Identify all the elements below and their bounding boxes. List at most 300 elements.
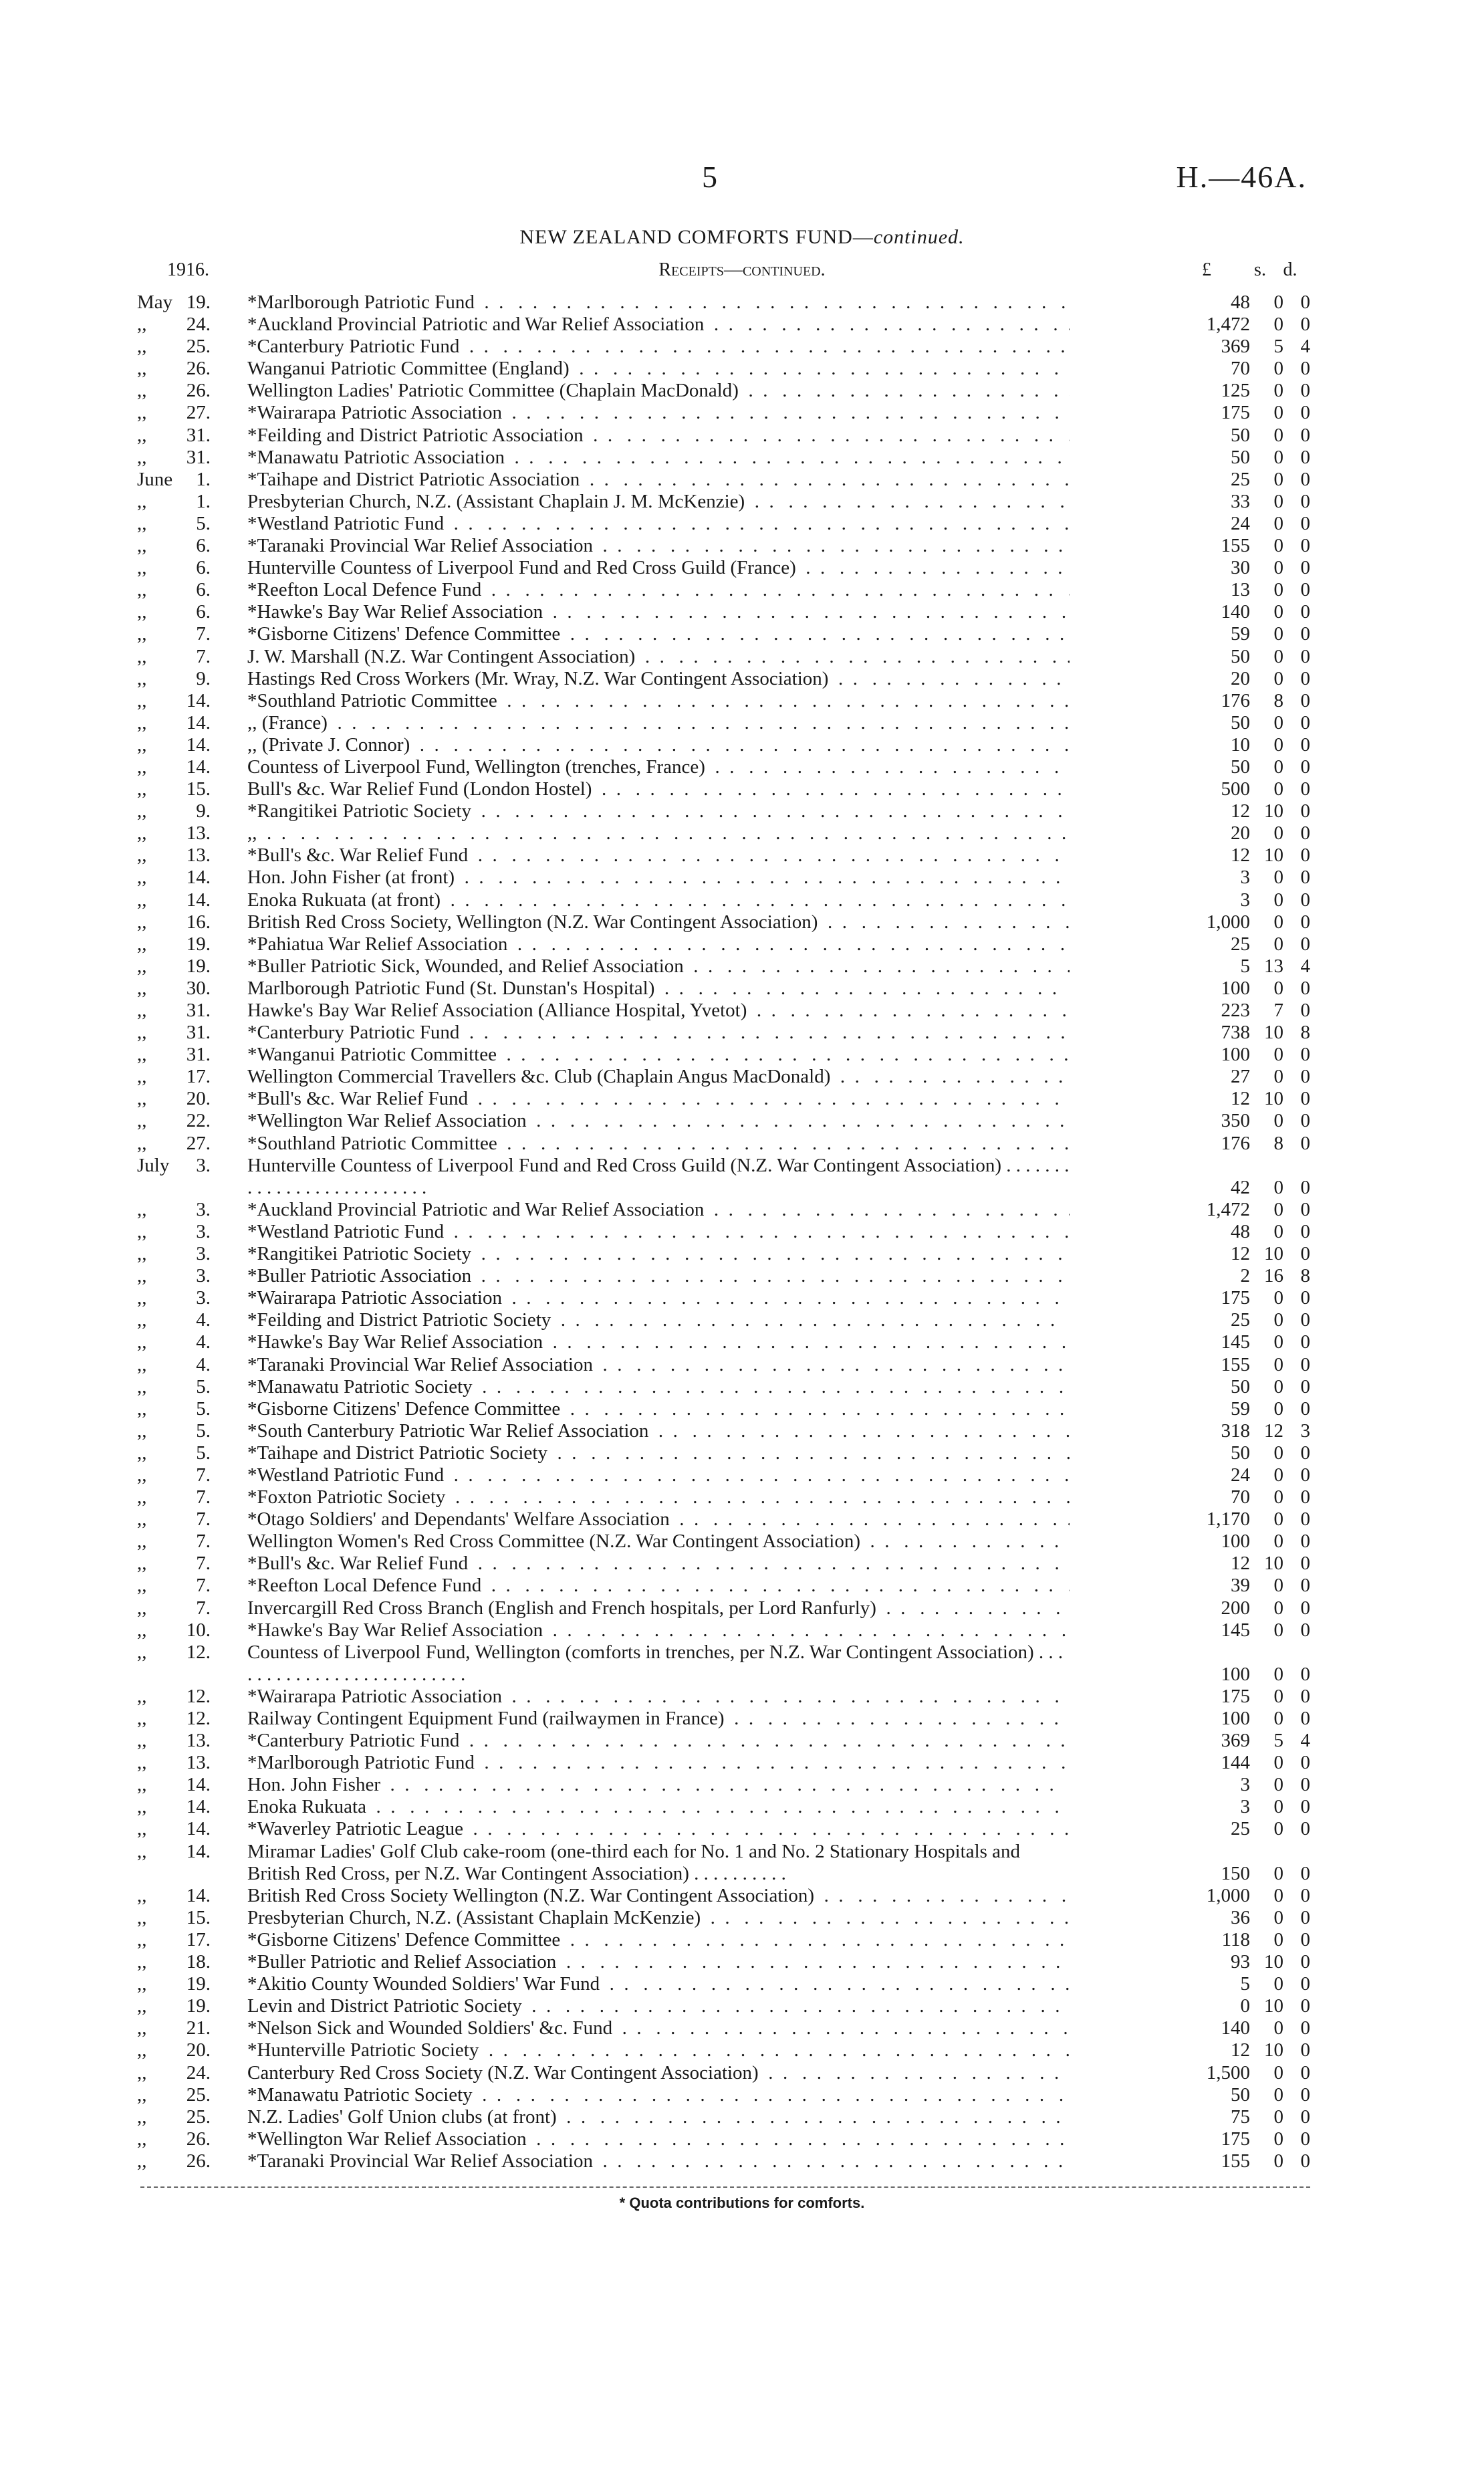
row-description: *Bull's &c. War Relief Fund . . (247, 1553, 1070, 1575)
row-pence: 0 (1300, 734, 1310, 756)
row-month: ,, (137, 1884, 147, 1906)
row-pence: 0 (1300, 1243, 1310, 1265)
row-description: *Buller Patriotic and Relief Association . . (247, 1951, 1070, 1973)
row-pence: 0 (1300, 1663, 1310, 1685)
row-pence: 0 (1300, 1397, 1310, 1420)
row-day: 15. (186, 778, 211, 800)
table-row (137, 711, 1310, 734)
row-month: ,, (137, 1508, 147, 1531)
row-pence: 0 (1300, 1553, 1310, 1575)
row-day: 14. (186, 689, 211, 711)
row-month: ,, (137, 1818, 147, 1840)
table-row (137, 1464, 1310, 1486)
row-shillings: 0 (1273, 601, 1283, 623)
row-shillings: 0 (1273, 977, 1283, 999)
row-shillings: 0 (1273, 579, 1283, 601)
row-pounds: 20 (1231, 822, 1250, 844)
table-row (137, 1154, 1310, 1199)
row-description: *Wellington War Relief Association . . (247, 2128, 1070, 2150)
row-day: 7. (196, 1486, 211, 1508)
row-shillings: 0 (1273, 446, 1283, 468)
row-description: Enoka Rukuata (at front) . . (247, 889, 1070, 911)
row-shillings: 0 (1273, 623, 1283, 645)
row-pence: 0 (1300, 358, 1310, 380)
row-day: 14. (186, 1840, 211, 1862)
row-month: ,, (137, 778, 147, 800)
row-month: ,, (137, 557, 147, 579)
row-description: *Taranaki Provincial War Relief Association . . (247, 1354, 1070, 1376)
row-pence: 4 (1300, 1730, 1310, 1752)
row-pence: 0 (1300, 2017, 1310, 2039)
row-shillings: 0 (1273, 1928, 1283, 1950)
row-pounds: 70 (1231, 1486, 1250, 1508)
row-shillings: 0 (1273, 1575, 1283, 1597)
row-shillings: 0 (1273, 512, 1283, 534)
row-shillings: 10 (1264, 1022, 1283, 1044)
row-day: 12. (186, 1641, 211, 1663)
row-month: ,, (137, 380, 147, 402)
row-month: ,, (137, 1553, 147, 1575)
table-row (137, 512, 1310, 535)
row-month: ,, (137, 2061, 147, 2083)
row-day: 25. (186, 2083, 211, 2106)
row-month: ,, (137, 1420, 147, 1442)
row-month: ,, (137, 1198, 147, 1220)
row-pence: 0 (1300, 778, 1310, 800)
row-description: *Southland Patriotic Committee . . (247, 1133, 1070, 1155)
row-pence: 0 (1300, 977, 1310, 999)
row-pence: 0 (1300, 1220, 1310, 1242)
row-month: ,, (137, 1685, 147, 1707)
row-shillings: 0 (1273, 1464, 1283, 1486)
row-month: ,, (137, 2017, 147, 2039)
row-description: N.Z. Ladies' Golf Union clubs (at front) . . (247, 2106, 1070, 2128)
row-shillings: 0 (1273, 1309, 1283, 1331)
row-shillings: 0 (1273, 1442, 1283, 1464)
row-shillings: 0 (1273, 2128, 1283, 2150)
row-description: Hawke's Bay War Relief Association (Alliance Hospital, Yvetot) . . (247, 1000, 1070, 1022)
row-description: Bull's &c. War Relief Fund (London Hostel) . . (247, 778, 1070, 800)
row-day: 4. (196, 1309, 211, 1331)
row-description: Canterbury Red Cross Society (N.Z. War Contingent Association) . . (247, 2062, 1070, 2084)
row-shillings: 0 (1273, 1508, 1283, 1531)
row-shillings: 0 (1273, 1531, 1283, 1553)
row-shillings: 0 (1273, 1884, 1283, 1906)
table-row (137, 336, 1310, 358)
row-pounds: 223 (1221, 1000, 1250, 1021)
row-description: ,, (Private J. Connor) . . (247, 734, 1070, 756)
row-description: *Manawatu Patriotic Association . . (247, 447, 1070, 469)
table-row (137, 1619, 1310, 1642)
row-month: ,, (137, 1597, 147, 1619)
row-shillings: 0 (1273, 778, 1283, 800)
row-pence: 0 (1300, 1685, 1310, 1707)
table-row (137, 314, 1310, 336)
row-month: ,, (137, 601, 147, 623)
table-row (137, 1685, 1310, 1708)
row-pounds: 175 (1221, 2128, 1250, 2150)
row-pounds: 25 (1231, 933, 1250, 955)
row-pounds: 75 (1231, 2106, 1250, 2128)
row-shillings: 10 (1264, 1088, 1283, 1110)
row-shillings: 0 (1273, 1066, 1283, 1088)
row-shillings: 5 (1273, 336, 1283, 358)
row-month: ,, (137, 1309, 147, 1331)
row-shillings: 0 (1273, 535, 1283, 557)
row-pence: 0 (1300, 1951, 1310, 1973)
row-pounds: 50 (1231, 424, 1250, 446)
row-pence: 0 (1300, 1176, 1310, 1198)
row-description: *Wellington War Relief Association . . (247, 1110, 1070, 1132)
row-pounds: 25 (1231, 1309, 1250, 1331)
table-row (137, 468, 1310, 491)
row-shillings: 8 (1273, 689, 1283, 711)
row-pence: 0 (1300, 2061, 1310, 2083)
table-row (137, 933, 1310, 955)
row-description: Hon. John Fisher (at front) . . (247, 867, 1070, 889)
row-pence: 0 (1300, 601, 1310, 623)
table-row (137, 402, 1310, 424)
row-pounds: 25 (1231, 1818, 1250, 1840)
row-pounds: 12 (1231, 844, 1250, 867)
row-description: *Hawke's Bay War Relief Association . . (247, 1331, 1070, 1353)
row-day: 3. (196, 1265, 211, 1287)
row-description: *Foxton Patriotic Society . . (247, 1486, 1070, 1508)
table-row (137, 1309, 1310, 1331)
row-description: *Buller Patriotic Association . . (247, 1265, 1070, 1287)
table-row (137, 1708, 1310, 1730)
row-description: Wanganui Patriotic Committee (England) . . (247, 358, 1070, 380)
row-pence: 0 (1300, 889, 1310, 911)
row-pounds: 1,000 (1206, 1884, 1250, 1906)
row-month: ,, (137, 1619, 147, 1641)
row-day: 22. (186, 1110, 211, 1132)
row-pence: 0 (1300, 1862, 1310, 1884)
row-description: *Southland Patriotic Committee . . (247, 690, 1070, 712)
table-row (137, 1730, 1310, 1752)
row-month: ,, (137, 1641, 147, 1663)
table-row (137, 1110, 1310, 1132)
table-row (137, 1287, 1310, 1309)
row-pounds: 2 (1240, 1265, 1250, 1287)
row-month: ,, (137, 1287, 147, 1309)
table-row (137, 778, 1310, 800)
row-pounds: 318 (1221, 1420, 1250, 1442)
table-row (137, 1641, 1310, 1686)
table-row (137, 1884, 1310, 1907)
row-day: 9. (196, 800, 211, 822)
table-row (137, 1066, 1310, 1088)
row-month: ,, (137, 1906, 147, 1928)
row-pence: 0 (1300, 512, 1310, 534)
row-day: 31. (186, 1022, 211, 1044)
table-row (137, 1973, 1310, 1995)
row-pounds: 369 (1221, 336, 1250, 358)
row-month: ,, (137, 1708, 147, 1729)
row-shillings: 0 (1273, 1663, 1283, 1685)
row-pounds: 176 (1221, 1132, 1250, 1154)
table-row (137, 1597, 1310, 1619)
row-month: ,, (137, 446, 147, 468)
row-day: 3. (196, 1220, 211, 1242)
row-pence: 0 (1300, 424, 1310, 446)
row-pounds: 100 (1221, 1531, 1250, 1553)
row-shillings: 0 (1273, 358, 1283, 380)
row-pounds: 50 (1231, 756, 1250, 778)
pence-header: d. (1283, 259, 1297, 280)
row-day: 12. (186, 1685, 211, 1707)
row-day: 26. (186, 2150, 211, 2172)
row-month: ,, (137, 1995, 147, 2017)
row-shillings: 0 (1273, 2150, 1283, 2172)
row-day: 13. (186, 1730, 211, 1752)
row-month: ,, (137, 402, 147, 424)
table-row (137, 446, 1310, 469)
row-day: 18. (186, 1951, 211, 1973)
row-pounds: 1,472 (1206, 314, 1250, 336)
row-day: 5. (196, 1397, 211, 1420)
row-description: *Auckland Provincial Patriotic and War Relief Association . . (247, 314, 1070, 336)
row-pounds: 50 (1231, 711, 1250, 734)
row-month: ,, (137, 1088, 147, 1110)
row-description: *Otago Soldiers' and Dependants' Welfare Association . . (247, 1508, 1070, 1531)
row-month: ,, (137, 1000, 147, 1021)
row-pounds: 12 (1231, 1243, 1250, 1265)
table-row (137, 667, 1310, 690)
row-shillings: 0 (1273, 645, 1283, 667)
table-row (137, 1000, 1310, 1022)
row-shillings: 12 (1264, 1420, 1283, 1442)
row-day: 24. (186, 2061, 211, 2083)
table-row (137, 1044, 1310, 1066)
row-shillings: 0 (1273, 1752, 1283, 1774)
receipts-header: Receipts—continued. (658, 259, 826, 280)
row-description: *Bull's &c. War Relief Fund . . (247, 1088, 1070, 1110)
row-pounds: 155 (1221, 2150, 1250, 2172)
row-pounds: 1,472 (1206, 1198, 1250, 1220)
row-pence: 0 (1300, 314, 1310, 336)
row-description: *Wairarapa Patriotic Association . . (247, 1686, 1070, 1708)
row-shillings: 0 (1273, 1597, 1283, 1619)
row-month: ,, (137, 1575, 147, 1597)
row-shillings: 0 (1273, 1973, 1283, 1995)
row-pence: 0 (1300, 2128, 1310, 2150)
row-day: 13. (186, 1752, 211, 1774)
table-row (137, 1575, 1310, 1597)
row-pounds: 50 (1231, 1375, 1250, 1397)
row-month: ,, (137, 667, 147, 689)
row-pounds: 12 (1231, 1088, 1250, 1110)
row-pounds: 36 (1231, 1906, 1250, 1928)
row-month: ,, (137, 1928, 147, 1950)
row-description: *Bull's &c. War Relief Fund . . (247, 844, 1070, 867)
row-description: *Canterbury Patriotic Fund . . (247, 1730, 1070, 1752)
row-day: 26. (186, 2128, 211, 2150)
row-month: ,, (137, 1796, 147, 1818)
row-shillings: 10 (1264, 2039, 1283, 2061)
row-shillings: 0 (1273, 490, 1283, 512)
row-day: 17. (186, 1928, 211, 1950)
row-description: Marlborough Patriotic Fund (St. Dunstan's Hospital) . . (247, 978, 1070, 1000)
row-pence: 0 (1300, 1928, 1310, 1950)
row-shillings: 0 (1273, 2061, 1283, 2083)
table-row (137, 1840, 1310, 1885)
row-shillings: 0 (1273, 1796, 1283, 1818)
row-month: May (137, 292, 173, 313)
row-pence: 0 (1300, 867, 1310, 889)
row-day: 15. (186, 1906, 211, 1928)
row-description: *Pahiatua War Relief Association . . (247, 933, 1070, 955)
row-day: 25. (186, 2106, 211, 2128)
row-pounds: 500 (1221, 778, 1250, 800)
table-row (137, 844, 1310, 867)
row-pence: 0 (1300, 579, 1310, 601)
table-row (137, 1265, 1310, 1287)
table-row (137, 2106, 1310, 2128)
row-month: ,, (137, 867, 147, 889)
row-description: British Red Cross Society, Wellington (N.Z. War Contingent Association) . . (247, 911, 1070, 933)
row-month: ,, (137, 1132, 147, 1154)
row-pounds: 0 (1240, 1995, 1250, 2017)
row-month: ,, (137, 1353, 147, 1375)
row-pounds: 27 (1231, 1066, 1250, 1088)
row-pence: 0 (1300, 1619, 1310, 1641)
row-description: *Marlborough Patriotic Fund . . (247, 292, 1070, 314)
row-pence: 0 (1300, 557, 1310, 579)
row-shillings: 0 (1273, 1198, 1283, 1220)
row-day: 27. (186, 402, 211, 424)
row-month: ,, (137, 1531, 147, 1553)
row-shillings: 0 (1273, 822, 1283, 844)
row-month: ,, (137, 1486, 147, 1508)
row-pounds: 145 (1221, 1619, 1250, 1641)
document-reference: H.—46A. (1176, 160, 1307, 194)
row-month: ,, (137, 822, 147, 844)
row-pence: 0 (1300, 645, 1310, 667)
row-pounds: 155 (1221, 535, 1250, 557)
row-shillings: 0 (1273, 756, 1283, 778)
row-description: *Wairarapa Patriotic Association . . (247, 402, 1070, 424)
row-day: 7. (196, 1464, 211, 1486)
row-month: ,, (137, 358, 147, 380)
row-description: Wellington Women's Red Cross Committee (N.Z. War Contingent Association) . . (247, 1531, 1070, 1553)
row-description: *Westland Patriotic Fund . . (247, 513, 1070, 535)
page-number: 5 (702, 160, 717, 194)
row-pence: 0 (1300, 1375, 1310, 1397)
row-pence: 0 (1300, 1353, 1310, 1375)
table-row (137, 1397, 1310, 1420)
row-pounds: 125 (1221, 380, 1250, 402)
row-month: ,, (137, 911, 147, 933)
row-shillings: 0 (1273, 1708, 1283, 1729)
row-description: Presbyterian Church, N.Z. (Assistant Chaplain J. M. McKenzie) . . (247, 491, 1070, 513)
table-row (137, 1486, 1310, 1508)
row-day: 21. (186, 2017, 211, 2039)
row-pounds: 10 (1231, 734, 1250, 756)
row-day: 14. (186, 1884, 211, 1906)
title-main: NEW ZEALAND COMFORTS FUND— (519, 226, 874, 248)
row-month: ,, (137, 2150, 147, 2172)
row-month: ,, (137, 1752, 147, 1774)
row-pence: 0 (1300, 1995, 1310, 2017)
row-day: 30. (186, 977, 211, 999)
row-pence: 0 (1300, 800, 1310, 822)
row-pounds: 50 (1231, 2083, 1250, 2106)
table-row (137, 292, 1310, 314)
table-row (137, 645, 1310, 668)
row-pounds: 118 (1221, 1928, 1250, 1950)
row-month: ,, (137, 933, 147, 955)
row-day: 6. (196, 579, 211, 601)
row-pence: 0 (1300, 844, 1310, 867)
row-description: *Waverley Patriotic League . . (247, 1818, 1070, 1840)
row-pounds: 50 (1231, 645, 1250, 667)
row-month: ,, (137, 889, 147, 911)
row-month: ,, (137, 1973, 147, 1995)
row-shillings: 0 (1273, 1619, 1283, 1641)
row-pence: 0 (1300, 689, 1310, 711)
row-shillings: 10 (1264, 1553, 1283, 1575)
row-shillings: 0 (1273, 1375, 1283, 1397)
row-pence: 0 (1300, 1508, 1310, 1531)
table-row (137, 1243, 1310, 1265)
row-pence: 0 (1300, 1066, 1310, 1088)
row-shillings: 10 (1264, 844, 1283, 867)
row-pence: 4 (1300, 955, 1310, 977)
row-month: ,, (137, 2083, 147, 2106)
row-day: 3. (196, 1154, 211, 1176)
row-pounds: 5 (1240, 955, 1250, 977)
row-pence: 0 (1300, 623, 1310, 645)
row-pounds: 42 (1231, 1176, 1250, 1198)
row-description: Levin and District Patriotic Society . . (247, 1995, 1070, 2017)
row-pence: 0 (1300, 1884, 1310, 1906)
row-day: 7. (196, 645, 211, 667)
row-shillings: 0 (1273, 1176, 1283, 1198)
row-shillings: 0 (1273, 889, 1283, 911)
row-description: ,, . . (247, 822, 1070, 844)
receipts-table (137, 292, 1310, 2172)
row-month: ,, (137, 623, 147, 645)
row-pence: 0 (1300, 2083, 1310, 2106)
row-pounds: 738 (1221, 1022, 1250, 1044)
row-shillings: 0 (1273, 711, 1283, 734)
table-row (137, 1531, 1310, 1553)
row-month: ,, (137, 1840, 147, 1862)
row-description: Wellington Ladies' Patriotic Committee (Chaplain MacDonald) . . (247, 380, 1070, 402)
row-day: 19. (186, 1973, 211, 1995)
row-shillings: 0 (1273, 292, 1283, 313)
row-pence: 0 (1300, 1442, 1310, 1464)
row-pence: 0 (1300, 911, 1310, 933)
row-day: 20. (186, 2039, 211, 2061)
row-day: 3. (196, 1287, 211, 1309)
row-pounds: 59 (1231, 1397, 1250, 1420)
row-day: 14. (186, 867, 211, 889)
row-day: 31. (186, 446, 211, 468)
row-shillings: 10 (1264, 1243, 1283, 1265)
row-pounds: 100 (1221, 1663, 1250, 1685)
row-day: 17. (186, 1066, 211, 1088)
row-description: Presbyterian Church, N.Z. (Assistant Chaplain McKenzie) . . (247, 1907, 1070, 1929)
table-row (137, 424, 1310, 447)
row-pence: 0 (1300, 1774, 1310, 1796)
table-row (137, 1088, 1310, 1110)
row-description: *Canterbury Patriotic Fund . . (247, 1022, 1070, 1044)
row-shillings: 0 (1273, 667, 1283, 689)
table-row (137, 1375, 1310, 1398)
row-shillings: 0 (1273, 1331, 1283, 1353)
